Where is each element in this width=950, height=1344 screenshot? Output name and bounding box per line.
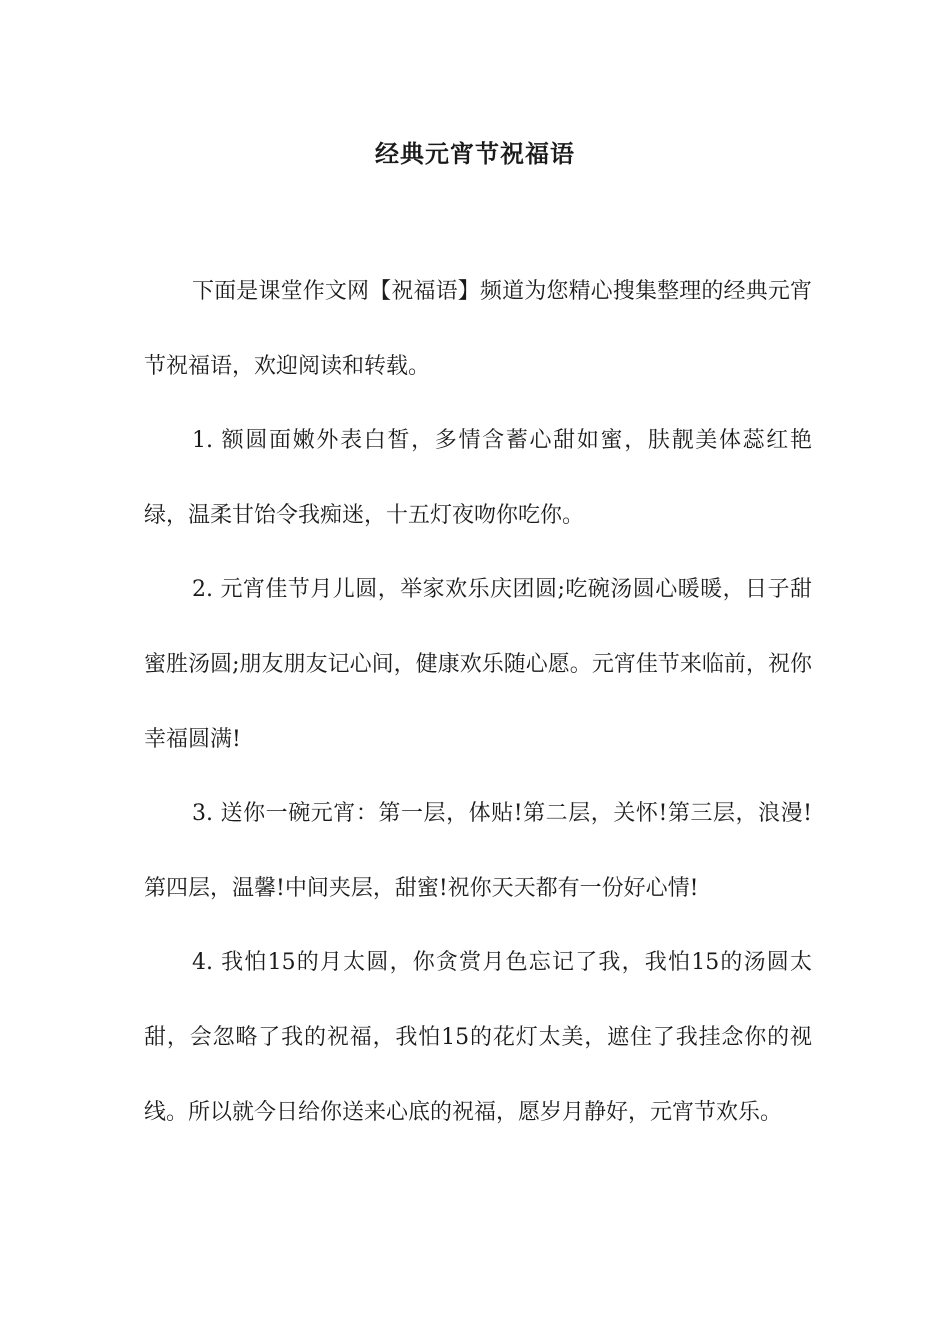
greeting-item-2: 2. 元宵佳节月儿圆，举家欢乐庆团圆;吃碗汤圆心暖暖，日子甜蜜胜汤圆;朋友朋友记心间，健康欢乐随心愿。元宵佳节来临前，祝你幸福圆满! — [144, 577, 812, 752]
document-body — [144, 255, 812, 1150]
greeting-item-3: 3. 送你一碗元宵：第一层，体贴!第二层，关怀!第三层，浪漫!第四层，温馨!中间夹层，甜蜜!祝你天天都有一份好心情! — [144, 801, 812, 901]
greeting-item-1: 1. 额圆面嫩外表白皙，多情含蓄心甜如蜜，肤靓美体蕊红艳绿，温柔甘饴令我痴迷，十五灯夜吻你吃你。 — [144, 428, 812, 528]
intro-paragraph: 下面是课堂作文网【祝福语】频道为您精心搜集整理的经典元宵节祝福语，欢迎阅读和转载。 — [144, 279, 812, 379]
greeting-item-4: 4. 我怕15的月太圆，你贪赏月色忘记了我，我怕15的汤圆太甜，会忽略了我的祝福，我怕15的花灯太美，遮住了我挂念你的视线。所以就今日给你送来心底的祝福，愿岁月静好，元宵节欢乐。 — [144, 950, 812, 1125]
document-title: 经典元宵节祝福语 — [375, 139, 575, 168]
